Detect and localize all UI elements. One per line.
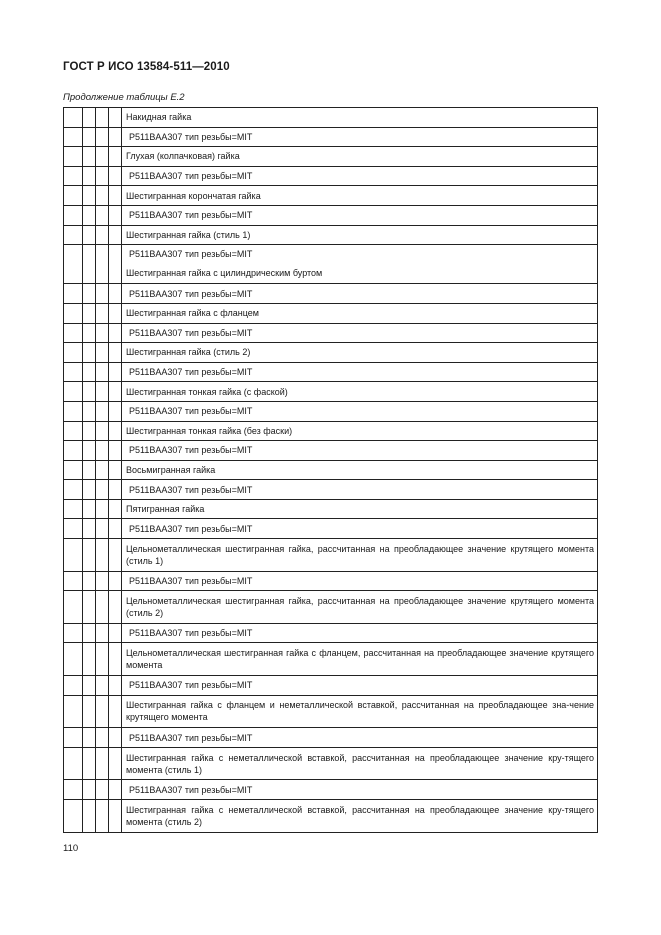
table-row	[64, 780, 598, 800]
row-text-cell	[122, 800, 598, 833]
table-row	[64, 623, 598, 643]
row-text-cell	[122, 460, 598, 480]
empty-cell	[109, 643, 122, 676]
table-row	[64, 728, 598, 748]
empty-cell	[96, 539, 109, 572]
empty-cell	[64, 747, 83, 780]
empty-cell	[83, 591, 96, 624]
empty-cell	[109, 571, 122, 591]
empty-cell	[96, 382, 109, 402]
table-row	[64, 421, 598, 441]
row-text-cell	[122, 441, 598, 461]
row-code-text: P511BAA307 тип резьбы=MIT	[129, 406, 253, 417]
empty-cell	[64, 362, 83, 382]
table-row	[64, 323, 598, 343]
empty-cell	[64, 800, 83, 833]
row-name-text: Шестигранная гайка (стиль 1)	[126, 229, 251, 240]
table-row	[64, 571, 598, 591]
spec-table	[63, 107, 598, 833]
empty-cell	[64, 225, 83, 245]
empty-cell	[96, 108, 109, 128]
empty-cell	[83, 303, 96, 323]
empty-cell	[109, 284, 122, 304]
empty-cell	[64, 780, 83, 800]
empty-cell	[83, 382, 96, 402]
empty-cell	[64, 480, 83, 500]
empty-cell	[64, 460, 83, 480]
empty-cell	[83, 728, 96, 748]
empty-cell	[109, 362, 122, 382]
row-code-text: P511BAA307 тип резьбы=MIT	[129, 628, 253, 639]
row-text-cell	[122, 780, 598, 800]
row-name-text: Шестигранная гайка с неметаллической вставкой, рассчитанная на преобладающее значение кру-тящего момента (стиль 1)	[126, 752, 594, 775]
empty-cell	[96, 728, 109, 748]
empty-cell	[83, 421, 96, 441]
row-text-cell	[122, 323, 598, 343]
row-name-text: Цельнометаллическая шестигранная гайка, рассчитанная на преобладающее значение крутящего момента (стиль 2)	[126, 596, 594, 619]
table-row	[64, 747, 598, 780]
empty-cell	[109, 166, 122, 186]
row-text-cell	[122, 480, 598, 500]
empty-cell	[96, 643, 109, 676]
table-row	[64, 499, 598, 519]
empty-cell	[64, 284, 83, 304]
table-row	[64, 480, 598, 500]
table-row	[64, 225, 598, 245]
empty-cell	[109, 695, 122, 728]
empty-cell	[96, 186, 109, 206]
row-name-text: Пятигранная гайка	[126, 504, 205, 515]
empty-cell	[96, 343, 109, 363]
row-name-text: Цельнометаллическая шестигранная гайка, рассчитанная на преобладающее значение крутящего момента (стиль 1)	[126, 543, 594, 566]
row-text-cell	[122, 303, 598, 323]
row-code-text: P511BAA307 тип резьбы=MIT	[129, 210, 253, 221]
empty-cell	[96, 401, 109, 421]
row-name-text: Восьмигранная гайка	[126, 464, 216, 475]
empty-cell	[109, 499, 122, 519]
empty-cell	[109, 480, 122, 500]
table-row	[64, 676, 598, 696]
empty-cell	[109, 728, 122, 748]
row-text-cell	[122, 186, 598, 206]
empty-cell	[109, 519, 122, 539]
table-row	[64, 643, 598, 676]
row-name-text: Шестигранная корончатая гайка	[126, 190, 261, 201]
empty-cell	[64, 643, 83, 676]
empty-cell	[64, 499, 83, 519]
empty-cell	[83, 695, 96, 728]
row-text-cell	[122, 676, 598, 696]
empty-cell	[96, 499, 109, 519]
table-row	[64, 591, 598, 624]
empty-cell	[64, 728, 83, 748]
empty-cell	[109, 382, 122, 402]
row-text-cell	[122, 108, 598, 128]
empty-cell	[96, 571, 109, 591]
empty-cell	[83, 519, 96, 539]
row-name-text: Шестигранная гайка с цилиндрическим буртом	[126, 268, 323, 279]
row-code-text: P511BAA307 тип резьбы=MIT	[129, 367, 253, 378]
empty-cell	[64, 401, 83, 421]
table-row	[64, 205, 598, 225]
table-row	[64, 800, 598, 833]
row-text-cell	[122, 166, 598, 186]
row-text-cell	[122, 643, 598, 676]
empty-cell	[64, 108, 83, 128]
row-text-cell	[122, 499, 598, 519]
empty-cell	[109, 780, 122, 800]
empty-cell	[83, 108, 96, 128]
empty-cell	[83, 245, 96, 284]
empty-cell	[83, 623, 96, 643]
empty-cell	[64, 676, 83, 696]
empty-cell	[96, 127, 109, 147]
table-row	[64, 284, 598, 304]
empty-cell	[64, 441, 83, 461]
empty-cell	[109, 460, 122, 480]
empty-cell	[109, 147, 122, 167]
empty-cell	[83, 571, 96, 591]
empty-cell	[96, 147, 109, 167]
empty-cell	[83, 480, 96, 500]
empty-cell	[96, 676, 109, 696]
empty-cell	[83, 441, 96, 461]
empty-cell	[109, 401, 122, 421]
empty-cell	[96, 591, 109, 624]
empty-cell	[64, 571, 83, 591]
table-row	[64, 441, 598, 461]
row-text-cell	[122, 591, 598, 624]
row-text-cell	[122, 519, 598, 539]
row-code-text: P511BAA307 тип резьбы=MIT	[129, 249, 253, 260]
row-code-text: P511BAA307 тип резьбы=MIT	[129, 523, 253, 534]
row-text-cell	[122, 284, 598, 304]
empty-cell	[96, 460, 109, 480]
empty-cell	[83, 643, 96, 676]
empty-cell	[64, 127, 83, 147]
row-name-text: Шестигранная гайка с фланцем	[126, 308, 259, 319]
empty-cell	[96, 441, 109, 461]
empty-cell	[96, 623, 109, 643]
row-text-cell	[122, 245, 598, 284]
empty-cell	[64, 519, 83, 539]
empty-cell	[83, 800, 96, 833]
empty-cell	[83, 147, 96, 167]
table-row	[64, 401, 598, 421]
empty-cell	[109, 747, 122, 780]
empty-cell	[64, 421, 83, 441]
row-code-text: P511BAA307 тип резьбы=MIT	[129, 288, 253, 299]
empty-cell	[83, 284, 96, 304]
empty-cell	[83, 166, 96, 186]
table-row	[64, 186, 598, 206]
empty-cell	[96, 695, 109, 728]
row-text-cell	[122, 343, 598, 363]
empty-cell	[109, 186, 122, 206]
document-header: ГОСТ Р ИСО 13584-511—2010	[63, 61, 230, 73]
empty-cell	[109, 591, 122, 624]
row-code-text: P511BAA307 тип резьбы=MIT	[129, 575, 253, 586]
row-name-text: Шестигранная гайка с неметаллической вставкой, рассчитанная на преобладающее значение кру-тящего момента (стиль 2)	[126, 804, 594, 827]
row-code-text: P511BAA307 тип резьбы=MIT	[129, 131, 253, 142]
empty-cell	[109, 303, 122, 323]
row-text-cell	[122, 728, 598, 748]
row-code-text: P511BAA307 тип резьбы=MIT	[129, 484, 253, 495]
table-row	[64, 147, 598, 167]
empty-cell	[64, 147, 83, 167]
empty-cell	[96, 480, 109, 500]
row-text-cell	[122, 362, 598, 382]
empty-cell	[96, 747, 109, 780]
empty-cell	[109, 323, 122, 343]
empty-cell	[64, 245, 83, 284]
empty-cell	[109, 108, 122, 128]
row-text-cell	[122, 539, 598, 572]
empty-cell	[109, 127, 122, 147]
row-name-text: Глухая (колпачковая) гайка	[126, 151, 240, 162]
empty-cell	[109, 343, 122, 363]
row-text-cell	[122, 401, 598, 421]
empty-cell	[64, 205, 83, 225]
empty-cell	[96, 362, 109, 382]
empty-cell	[109, 421, 122, 441]
empty-cell	[109, 539, 122, 572]
table-body	[64, 108, 598, 833]
empty-cell	[83, 323, 96, 343]
row-text-cell	[122, 695, 598, 728]
empty-cell	[83, 460, 96, 480]
table-row	[64, 108, 598, 128]
table-row	[64, 695, 598, 728]
empty-cell	[83, 127, 96, 147]
table-row	[64, 382, 598, 402]
row-code-text: P511BAA307 тип резьбы=MIT	[129, 445, 253, 456]
row-name-text: Шестигранная тонкая гайка (без фаски)	[126, 425, 293, 436]
row-code-text: P511BAA307 тип резьбы=MIT	[129, 732, 253, 743]
row-text-cell	[122, 747, 598, 780]
table-row	[64, 343, 598, 363]
table-row	[64, 539, 598, 572]
empty-cell	[109, 205, 122, 225]
empty-cell	[96, 205, 109, 225]
empty-cell	[96, 323, 109, 343]
row-name-text: Накидная гайка	[126, 112, 192, 123]
row-text-cell	[122, 147, 598, 167]
table-caption: Продолжение таблицы Е.2	[63, 92, 185, 103]
row-text-cell	[122, 127, 598, 147]
row-code-text: P511BAA307 тип резьбы=MIT	[129, 171, 253, 182]
empty-cell	[96, 519, 109, 539]
empty-cell	[64, 323, 83, 343]
empty-cell	[96, 225, 109, 245]
empty-cell	[83, 343, 96, 363]
empty-cell	[109, 225, 122, 245]
empty-cell	[83, 401, 96, 421]
page-number: 110	[63, 843, 79, 854]
row-text-cell	[122, 382, 598, 402]
table-row	[64, 362, 598, 382]
empty-cell	[64, 591, 83, 624]
empty-cell	[96, 166, 109, 186]
empty-cell	[64, 343, 83, 363]
empty-cell	[109, 676, 122, 696]
empty-cell	[64, 303, 83, 323]
row-name-text: Цельнометаллическая шестигранная гайка с фланцем, рассчитанная на преобладающее значение крутящего момента	[126, 648, 594, 671]
empty-cell	[64, 695, 83, 728]
empty-cell	[109, 800, 122, 833]
row-text-cell	[122, 571, 598, 591]
empty-cell	[83, 362, 96, 382]
empty-cell	[64, 186, 83, 206]
row-name-text: Шестигранная гайка (стиль 2)	[126, 347, 251, 358]
empty-cell	[83, 747, 96, 780]
row-text-cell	[122, 623, 598, 643]
empty-cell	[109, 441, 122, 461]
table-row	[64, 303, 598, 323]
table-row	[64, 460, 598, 480]
row-text-cell	[122, 421, 598, 441]
row-name-text: Шестигранная гайка с фланцем и неметаллической вставкой, рассчитанная на преобладающее зна-чение крутящего момента	[126, 700, 594, 723]
empty-cell	[109, 623, 122, 643]
row-code-text: P511BAA307 тип резьбы=MIT	[129, 680, 253, 691]
empty-cell	[64, 382, 83, 402]
empty-cell	[83, 186, 96, 206]
empty-cell	[83, 780, 96, 800]
empty-cell	[96, 800, 109, 833]
empty-cell	[96, 421, 109, 441]
row-name-text: Шестигранная тонкая гайка (с фаской)	[126, 386, 288, 397]
empty-cell	[64, 623, 83, 643]
row-code-text: P511BAA307 тип резьбы=MIT	[129, 784, 253, 795]
empty-cell	[64, 166, 83, 186]
table-row	[64, 166, 598, 186]
row-text-cell	[122, 225, 598, 245]
empty-cell	[96, 245, 109, 284]
table-row	[64, 245, 598, 284]
row-code-text: P511BAA307 тип резьбы=MIT	[129, 327, 253, 338]
empty-cell	[64, 539, 83, 572]
table-row	[64, 519, 598, 539]
row-text-cell	[122, 205, 598, 225]
empty-cell	[83, 499, 96, 519]
empty-cell	[83, 676, 96, 696]
empty-cell	[83, 225, 96, 245]
empty-cell	[96, 780, 109, 800]
empty-cell	[96, 284, 109, 304]
empty-cell	[83, 205, 96, 225]
empty-cell	[109, 245, 122, 284]
empty-cell	[96, 303, 109, 323]
empty-cell	[83, 539, 96, 572]
table-row	[64, 127, 598, 147]
